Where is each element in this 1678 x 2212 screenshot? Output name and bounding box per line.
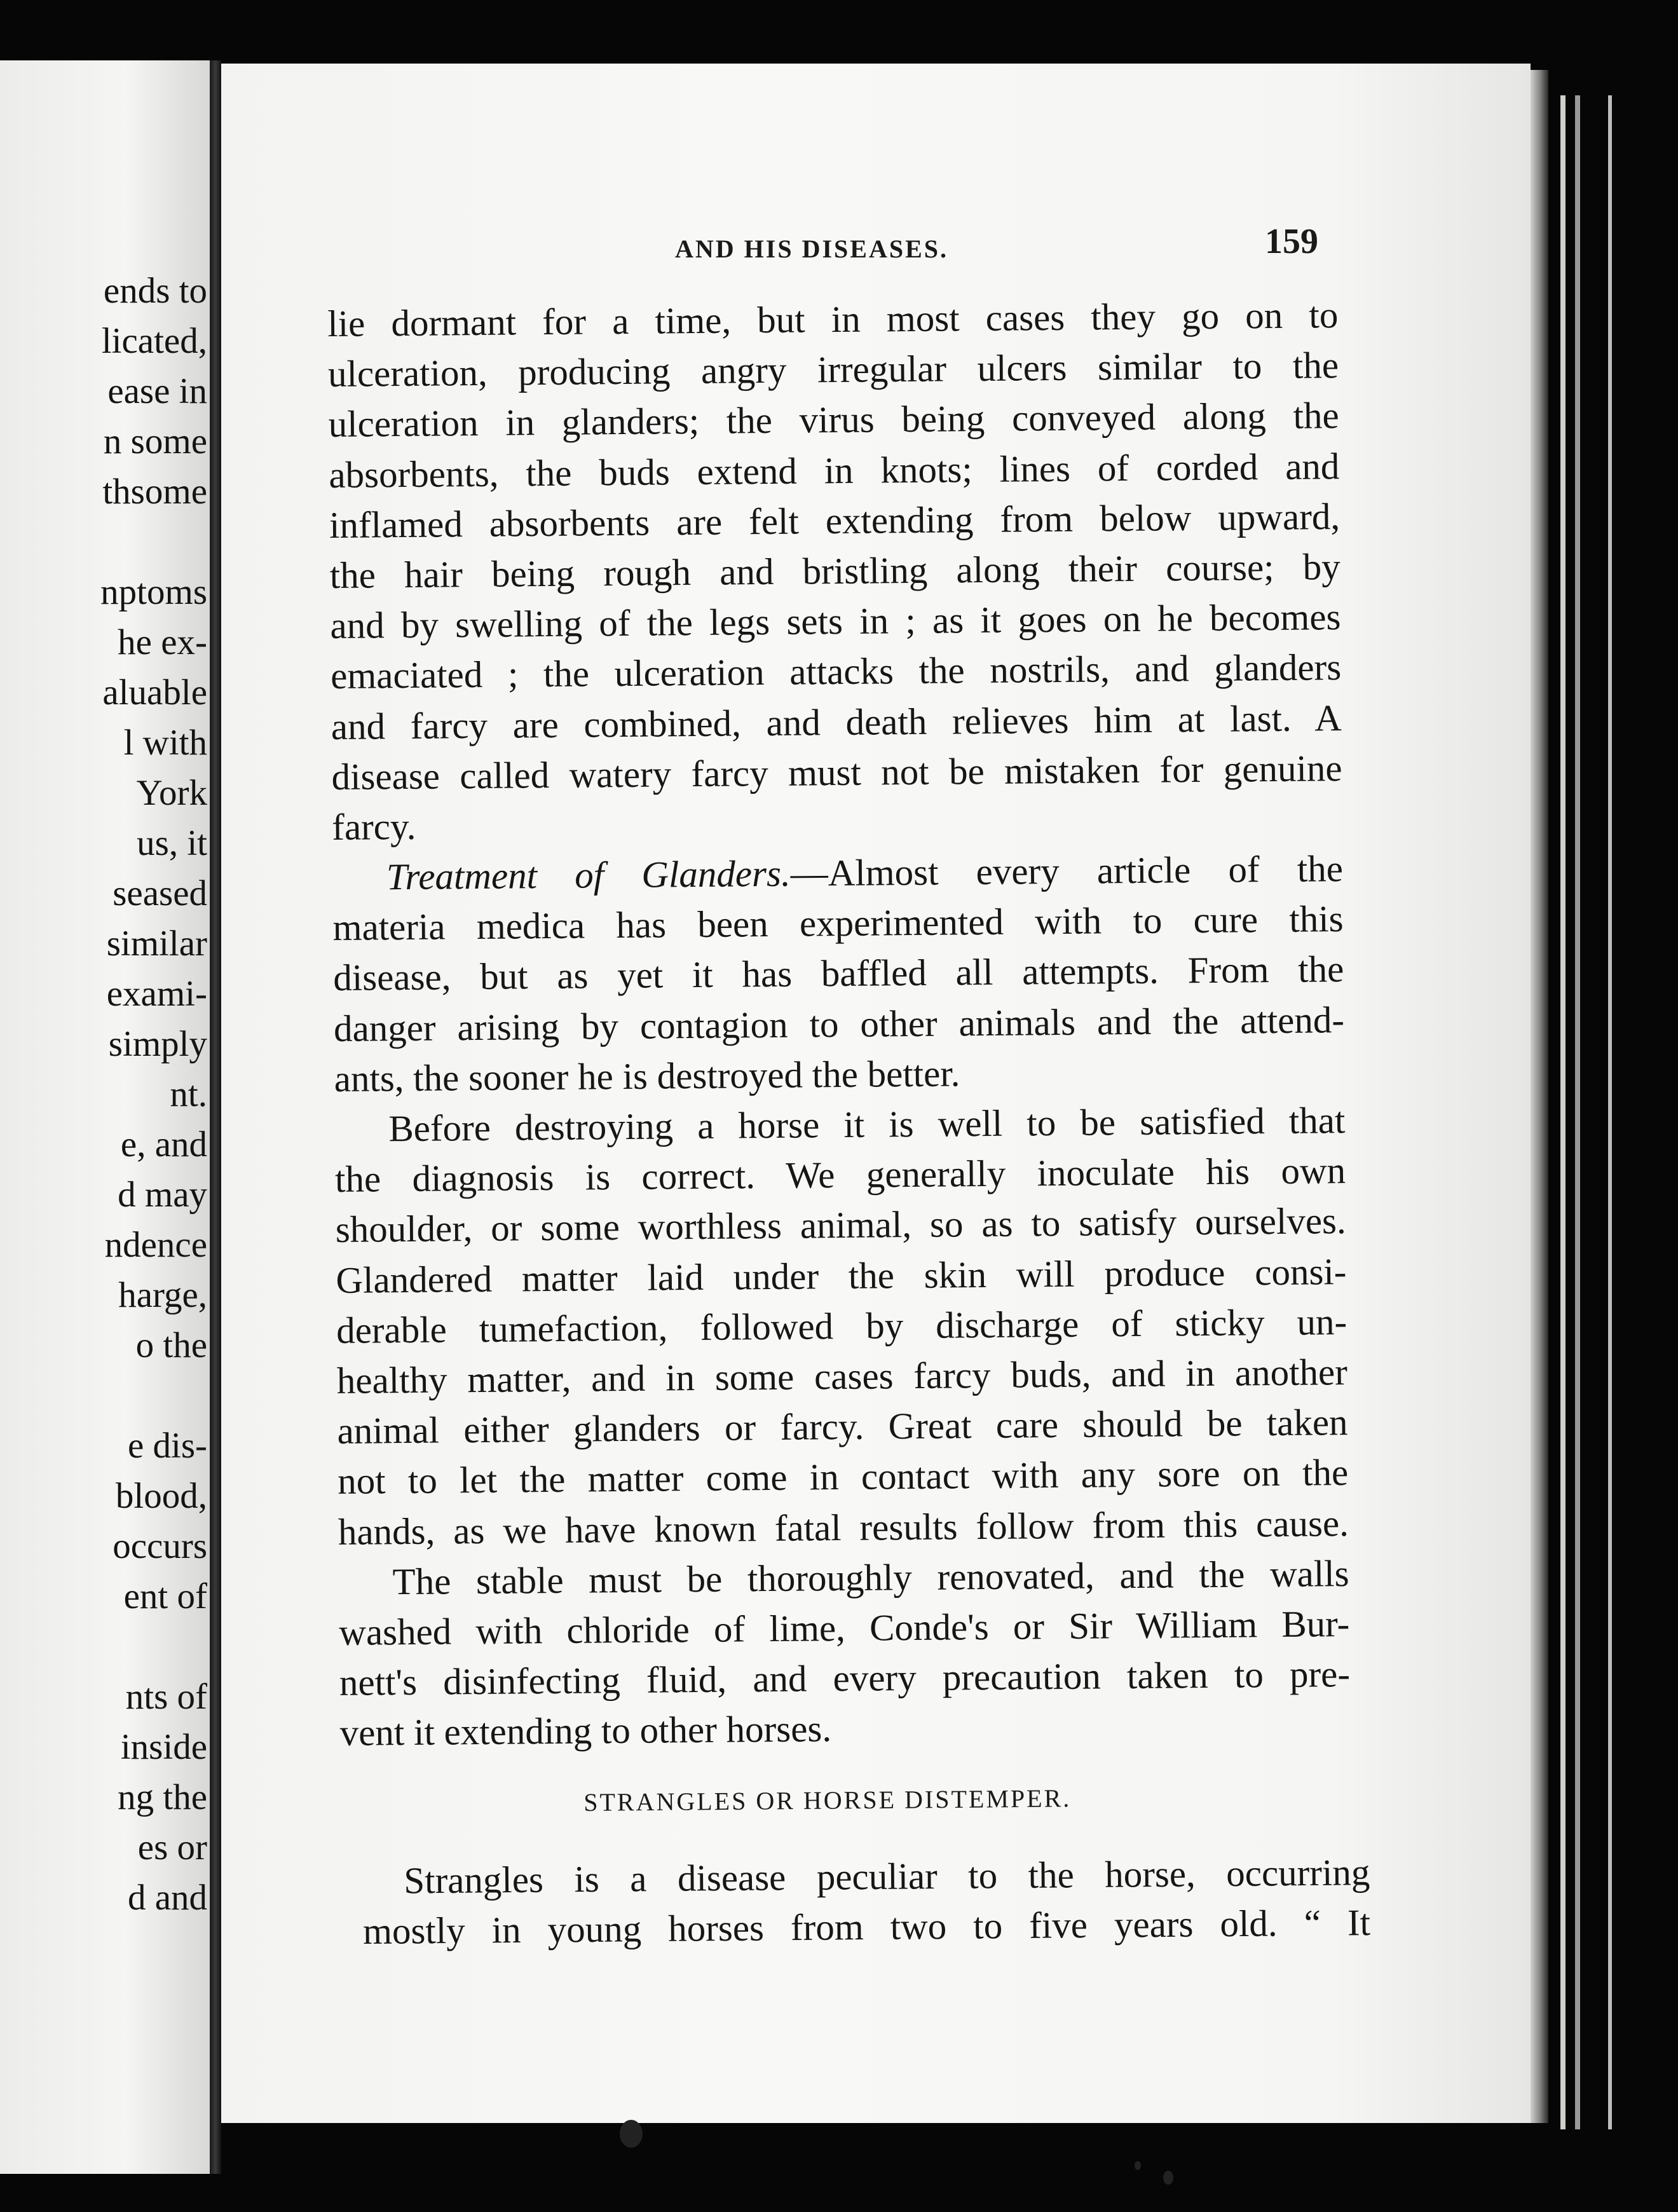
facing-page-line: blood, [115,1476,207,1516]
text-line: derable tumefaction, followed by discharge of sticky un- [336,1300,1347,1351]
facing-page-line: ease in [107,371,207,411]
text-line: nett's disinfecting fluid, and every precaution taken to pre- [339,1653,1351,1703]
facing-page-line: ndence [104,1225,207,1265]
text-line: and by swelling of the legs sets in ; as it goes on he becomes [330,596,1341,647]
text-line: the diagnosis is correct. We generally inoculate his own [334,1149,1346,1201]
book-gutter [210,60,221,2174]
text-line: Before destroying a horse it is well to be satisfied that [388,1099,1346,1150]
facing-page-line: n some [103,421,207,461]
text-line: farcy. [331,805,416,848]
text-line: mostly in young horses from two to five years old. “ It [362,1901,1371,1953]
text-line: the hair being rough and bristling along their course; by [329,545,1341,596]
facing-page-line: he ex- [118,622,207,662]
ink-speck [1163,2171,1173,2185]
body-text [327,290,1351,1758]
text-line: ulceration, producing angry irregular ulcers similar to the [327,344,1339,395]
text-line: and farcy are combined, and death relieves him at last. A [331,696,1342,748]
facing-page-line: us, it [137,823,207,863]
text-line: Strangles is a disease peculiar to the horse, occurring [404,1851,1370,1902]
facing-page-line: harge, [118,1275,207,1315]
text-line: ulceration in glanders; the virus being conveyed along the [328,394,1339,446]
text-line: The stable must be thoroughly renovated, and the walls [392,1552,1349,1602]
facing-page-line: similar [106,924,207,964]
treatment-title: Treatment of Glanders. [386,852,791,898]
text-line: not to let the matter come in contact with any sore on the [337,1451,1349,1503]
facing-page-line: ends to [103,271,207,311]
facing-page-line: l with [123,723,207,763]
facing-page-line: o the [135,1325,207,1365]
facing-page-line: nts of [125,1677,207,1717]
section-heading: STRANGLES OR HORSE DISTEMPER. [583,1784,1072,1817]
facing-page-line: nt. [170,1074,207,1114]
page-stack-edge [1575,95,1580,2129]
text-line: emaciated ; the ulceration attacks the nostrils, and glanders [330,646,1342,697]
facing-page-line: exami- [106,974,207,1014]
facing-page-line: es or [137,1827,207,1867]
facing-page-line: seased [113,873,207,913]
running-head: AND HIS DISEASES. [675,235,949,263]
facing-page-line: aluable [102,672,207,713]
facing-page-line: e, and [120,1124,207,1164]
page-stack-edge [1560,95,1565,2129]
text-line: Glandered matter laid under the skin will produce consi- [336,1250,1347,1301]
facing-page-line: licated, [101,321,207,361]
page-edge [1531,70,1548,2123]
text-line: disease, but as yet it has baffled all attempts. From the [333,948,1344,999]
text-line: absorbents, the buds extend in knots; lines of corded and [329,444,1340,496]
facing-page [0,60,210,2174]
facing-page-line: simply [108,1024,207,1064]
facing-page-line: ng the [118,1777,207,1817]
body-text-continued [362,1847,1370,1956]
text-line: materia medica has been experimented with to cure this [332,898,1344,949]
facing-page-line: thsome [102,472,207,512]
ink-blot [620,2120,643,2148]
page-stack-edge [1608,95,1612,2129]
facing-page-line: inside [120,1727,207,1767]
facing-page-line: d may [118,1175,207,1215]
facing-page-line: d and [127,1878,207,1918]
facing-page-line: e dis- [127,1426,207,1466]
text-line: danger arising by contagion to other animals and the attend- [333,998,1345,1049]
text-fragment: —Almost every article of the [790,847,1344,894]
facing-page-line: nptoms [100,572,207,612]
facing-page-line: occurs [113,1526,207,1566]
text-line: healthy matter, and in some cases farcy buds, and in another [336,1350,1348,1402]
text-line: ants, the sooner he is destroyed the better. [334,1052,960,1100]
text-line: vent it extending to other horses. [339,1707,832,1754]
facing-page-line: York [136,773,207,813]
page-number: 159 [1265,222,1318,261]
text-line: lie dormant for a time, but in most cases they go on to [327,294,1339,345]
facing-page-line: ent of [123,1576,207,1616]
text-line [332,843,1344,903]
ink-speck [1135,2161,1141,2170]
text-line: disease called watery farcy must not be mistaken for genuine [331,746,1342,798]
text-line: shoulder, or some worthless animal, so as to satisfy ourselves. [335,1199,1347,1251]
text-line: hands, as we have known fatal results follow from this cause. [338,1501,1349,1553]
text-line: inflamed absorbents are felt extending from below upward, [329,495,1340,546]
text-line: animal either glanders or farcy. Great care should be taken [337,1401,1348,1452]
text-line: washed with chloride of lime, Conde's or Sir William Bur- [339,1602,1350,1653]
